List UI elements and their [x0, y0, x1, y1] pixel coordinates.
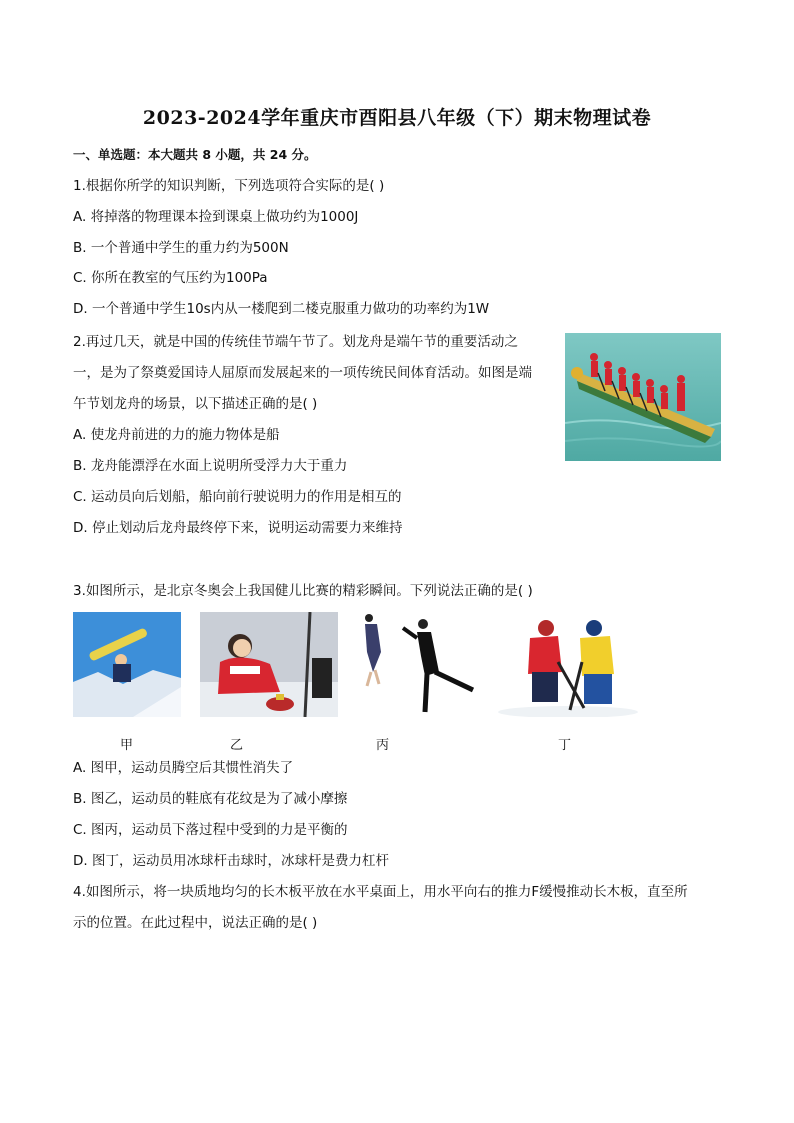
- q1-option-b: B. 一个普通中学生的重力约为500N: [73, 240, 289, 256]
- q2-stem-line3: 午节划龙舟的场景，以下描述正确的是( ): [73, 396, 318, 412]
- section-heading: 一、单选题：本大题共 8 小题，共 24 分。: [73, 147, 317, 162]
- q2-option-c: C. 运动员向后划船，船向前行驶说明力的作用是相互的: [73, 489, 402, 505]
- q4-stem-line1: 4.如图所示，将一块质地均匀的长木板平放在水平桌面上，用水平向右的推力F缓慢推动长木板，直至所: [73, 884, 688, 900]
- q4-stem-line2: 示的位置。在此过程中，说法正确的是( ): [73, 915, 318, 931]
- caption-bing: 丙: [376, 738, 390, 753]
- q1-option-c: C. 你所在教室的气压约为100Pa: [73, 270, 268, 286]
- snowboard-image: [73, 612, 181, 717]
- dragon-boat-image: [565, 333, 721, 461]
- caption-jia: 甲: [120, 738, 134, 753]
- q3-option-b: B. 图乙，运动员的鞋底有花纹是为了减小摩擦: [73, 791, 348, 807]
- q1-option-a: A. 将掉落的物理课本捡到课桌上做功约为1000J: [73, 209, 359, 225]
- q2-stem-line2: 一，是为了祭奠爱国诗人屈原而发展起来的一项传统民间体育活动。如图是端: [73, 365, 532, 381]
- figure-skating-image: [355, 612, 480, 730]
- q1-option-d: D. 一个普通中学生10s内从一楼爬到二楼克服重力做功的功率约为1W: [73, 301, 490, 317]
- curling-image: [200, 612, 338, 717]
- q1-stem: 1.根据你所学的知识判断，下列选项符合实际的是( ): [73, 178, 385, 194]
- q2-option-b: B. 龙舟能漂浮在水面上说明所受浮力大于重力: [73, 458, 348, 474]
- q2-stem-line1: 2.再过几天，就是中国的传统佳节端午节了。划龙舟是端午节的重要活动之: [73, 334, 518, 350]
- q3-stem: 3.如图所示，是北京冬奥会上我国健儿比赛的精彩瞬间。下列说法正确的是( ): [73, 583, 533, 599]
- page-title: 2023-2024学年重庆市酉阳县八年级（下）期末物理试卷: [142, 107, 652, 129]
- q2-option-d: D. 停止划动后龙舟最终停下来，说明运动需要力来维持: [73, 520, 403, 536]
- q2-option-a: A. 使龙舟前进的力的施力物体是船: [73, 427, 280, 443]
- q3-option-c: C. 图丙，运动员下落过程中受到的力是平衡的: [73, 822, 348, 838]
- ice-hockey-image: [498, 612, 638, 717]
- caption-yi: 乙: [230, 738, 244, 753]
- q3-option-d: D. 图丁，运动员用冰球杆击球时，冰球杆是费力杠杆: [73, 853, 389, 869]
- q3-option-a: A. 图甲，运动员腾空后其惯性消失了: [73, 760, 294, 776]
- caption-ding: 丁: [558, 738, 572, 753]
